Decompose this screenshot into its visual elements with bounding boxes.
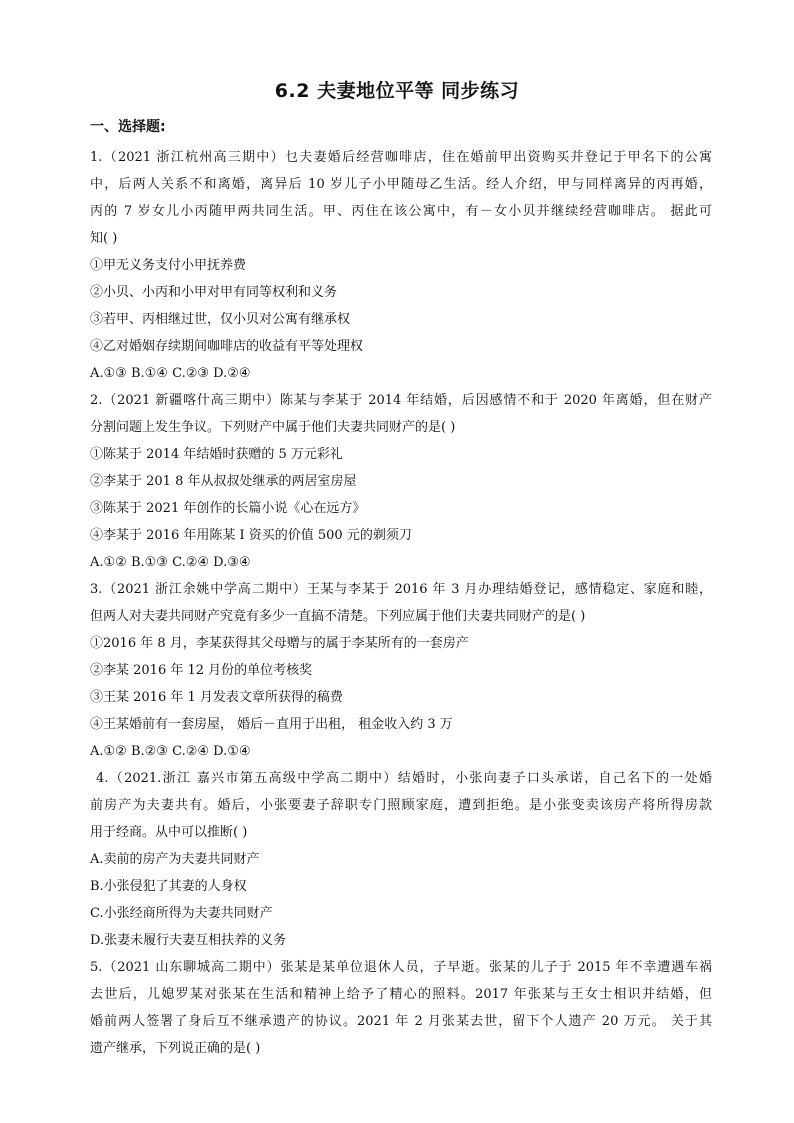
statement-option: ①陈某于 2014 年结婚时获赠的 5 万元彩礼 xyxy=(90,447,343,462)
question-text-line: 知( ) xyxy=(90,231,118,246)
choice-option: B.小张侵犯了其妻的人身权 xyxy=(90,879,247,894)
statement-option: ③王某 2016 年 1 月发表文章所获得的稿费 xyxy=(90,690,343,705)
statement-option: ②小贝、小丙和小甲对甲有同等权利和义务 xyxy=(90,285,338,300)
question-text-line: 2.（2021 新疆喀什高三期中）陈某与李某于 2014 年结婚，后因感情不和于 2020 年离婚，但在财产 xyxy=(90,393,712,408)
statement-option: ②李某于 201 8 年从叔叔处继承的两居室房屋 xyxy=(90,474,357,489)
statement-option: ②李某 2016 年 12 月份的单位考核奖 xyxy=(90,663,313,678)
question-text-line: 用于经商。从中可以推断( ) xyxy=(90,825,248,840)
question-2 xyxy=(90,387,712,576)
section-heading: 一、选择题: xyxy=(90,119,166,135)
question-text-line: 遗产继承，下列说正确的是( ) xyxy=(90,1041,261,1056)
statement-option: ③陈某于 2021 年创作的长篇小说《心在远方》 xyxy=(90,501,366,516)
question-text-line: 但两人对夫妻共同财产究竟有多少一直搞不清楚。下列应属于他们夫妻共同财产的是( ) xyxy=(90,609,586,624)
questions-body xyxy=(90,144,712,1062)
question-text-line: 前房产为夫妻共有。婚后，小张要妻子辞职专门照顾家庭，遭到拒绝。是小张变卖该房产将所得房款 xyxy=(90,798,712,813)
question-text-line: 4.（2021.浙江 嘉兴市第五高级中学高二期中）结婚时，小张向妻子口头承诺，自己名下的一处婚 xyxy=(96,771,712,786)
statement-option: ①2016 年 8 月，李某获得其父母赠与的属于李某所有的一套房产 xyxy=(90,636,469,651)
question-text-line: 3.（2021 浙江余姚中学高二期中）王某与李某于 2016 年 3 月办理结婚登记，感情稳定、家庭和睦， xyxy=(90,582,712,597)
answer-choices: A.①② B.①③ C.②④ D.③④ xyxy=(90,555,251,570)
question-5 xyxy=(90,954,712,1062)
question-text-line: 婚前两人签署了身后互不继承遗产的协议。2021 年 2 月张某去世，留下个人遗产 20 万元。 关于其 xyxy=(90,1014,712,1029)
choice-option: A.卖前的房产为夫妻共同财产 xyxy=(90,852,260,867)
statement-option: ④王某婚前有一套房屋， 婚后－直用于出租， 租金收入约 3 万 xyxy=(90,717,453,732)
question-1 xyxy=(90,144,712,387)
answer-choices: A.①③ B.①④ C.②③ D.②④ xyxy=(90,366,251,381)
question-3 xyxy=(90,576,712,765)
statement-option: ③若甲、丙相继过世，仅小贝对公寓有继承权 xyxy=(90,312,351,327)
question-text-line: 丙的 7 岁女儿小丙随甲两共同生活。甲、丙住在该公寓中，有－女小贝并继续经营咖啡店。 据此可 xyxy=(90,204,712,219)
statement-option: ④李某于 2016 年用陈某 I 资买的价值 500 元的剃须刀 xyxy=(90,528,412,543)
answer-choices: A.①② B.②③ C.②④ D.①④ xyxy=(90,744,251,759)
question-text-line: 1.（2021 浙江杭州高三期中）乜夫妻婚后经营咖啡店，住在婚前甲出资购买并登记于甲名下的公寓 xyxy=(90,150,712,165)
choice-option: C.小张经商所得为夫妻共同财产 xyxy=(90,906,273,921)
question-text-line: 去世后，儿媳罗某对张某在生活和精神上给予了精心的照料。2017 年张某与王女士相识并结婚，但 xyxy=(90,987,712,1002)
question-text-line: 分割问题上发生争议。下列财产中属于他们夫妻共同财产的是( ) xyxy=(90,420,456,435)
page-title: 6.2 夫妻地位平等 同步练习 xyxy=(274,80,520,102)
question-text-line: 中，后两人关系不和离婚，离异后 10 岁儿子小甲随母乙生活。经人介绍，甲与同样离异的丙再婚， xyxy=(90,177,712,192)
statement-option: ④乙对婚姻存续期间咖啡店的收益有平等处理权 xyxy=(90,339,364,354)
statement-option: ①甲无义务支付小甲抚养费 xyxy=(90,258,247,273)
question-4 xyxy=(90,765,712,954)
choice-option: D.张妻未履行夫妻互相扶养的义务 xyxy=(90,933,287,948)
question-text-line: 5.（2021 山东聊城高二期中）张某是某单位退休人员，子早逝。张某的儿子于 2015 年不幸遭遇车祸 xyxy=(90,960,712,975)
